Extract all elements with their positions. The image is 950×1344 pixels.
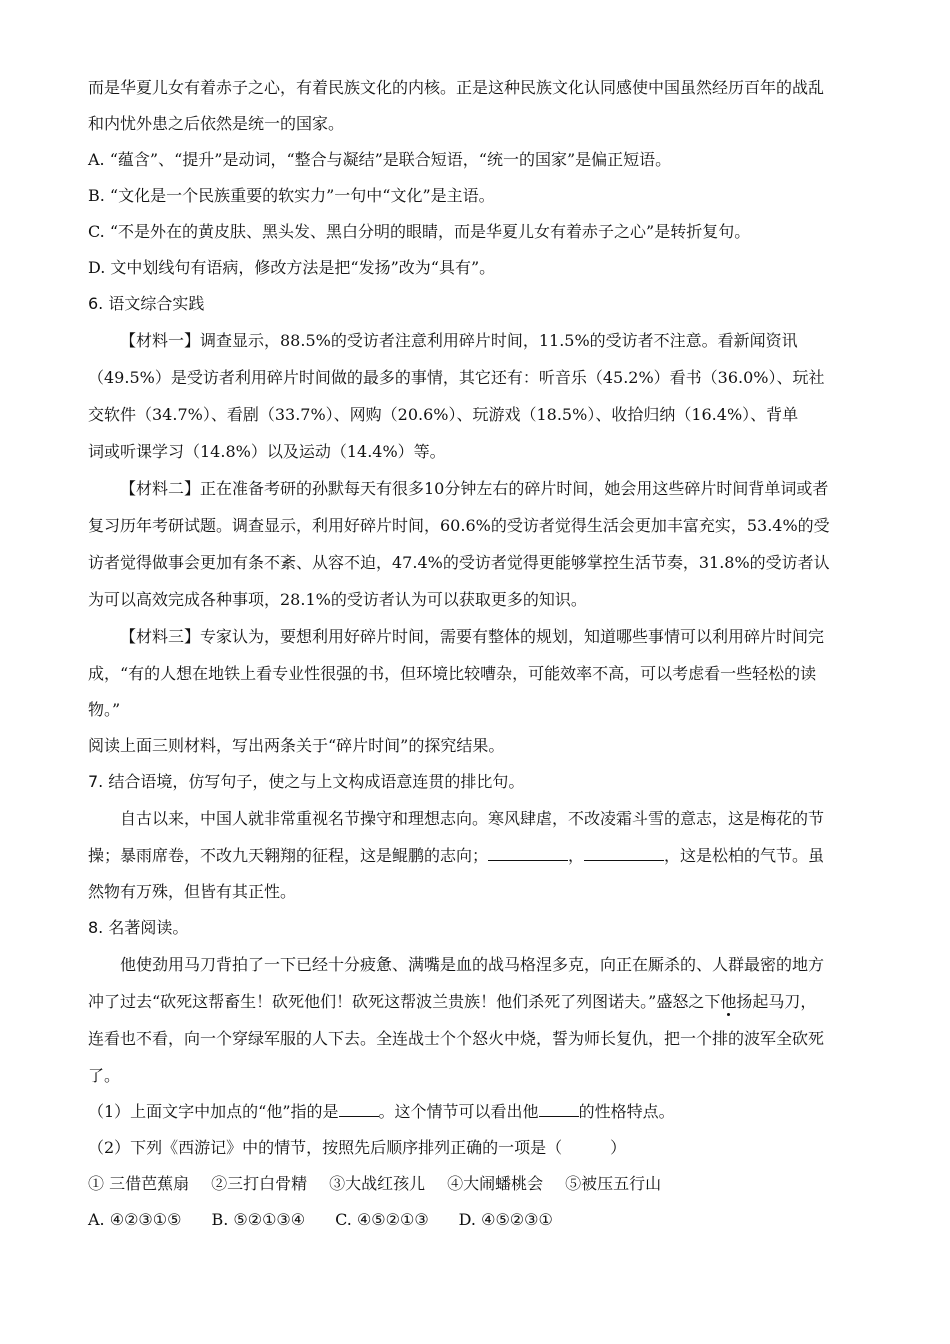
- material-1-line: 词或听课学习（14.8%）以及运动（14.4%）等。: [88, 442, 446, 461]
- material-3-line: 【材料三】专家认为，要想利用好碎片时间，需要有整体的规划，知道哪些事情可以利用碎片时间完: [120, 627, 825, 646]
- q8-sub-question-1: [88, 1094, 868, 1130]
- passage-line-2: 和内忧外患之后依然是统一的国家。: [88, 114, 345, 133]
- material-2-line: 访者觉得做事会更加有条不紊、从容不迫，47.4%的受访者觉得更能够掌控生活节奏，31.8%的受访者认: [88, 553, 830, 572]
- q7-line-3: 然物有万殊，但皆有其正性。: [88, 882, 297, 901]
- choice-a[interactable]: A. ④②③①⑤: [88, 1210, 182, 1229]
- answer-blank-1[interactable]: [488, 842, 568, 861]
- question-6-prompt: 阅读上面三则材料，写出两条关于“碎片时间”的探究结果。: [88, 736, 505, 755]
- option-d: D. 文中划线句有语病，修改方法是把“发扬”改为“具有”。: [88, 258, 496, 277]
- answer-blank-4[interactable]: [539, 1098, 579, 1117]
- passage-line-1: 而是华夏儿女有着赤子之心，有着民族文化的内核。正是这种民族文化认同感使中国虽然经历百年的战乱: [88, 78, 825, 97]
- q7-line-2: [88, 837, 868, 874]
- exam-page: [88, 70, 868, 1238]
- answer-blank-3[interactable]: [339, 1098, 379, 1117]
- material-1-line: 交软件（34.7%）、看剧（33.7%）、网购（20.6%）、玩游戏（18.5%）、收拾归纳（16.4%）、背单: [88, 405, 799, 424]
- sub1-text-b: 。这个情节可以看出他: [378, 1102, 539, 1121]
- choice-d[interactable]: D. ④⑤②③①: [458, 1210, 553, 1229]
- q8-passage-text-end: 扬起马刀，: [736, 992, 817, 1011]
- material-2-line: 为可以高效完成各种事项，28.1%的受访者认为可以获取更多的知识。: [88, 590, 587, 609]
- plot-items: [88, 1166, 868, 1202]
- q8-sub-question-2: （2）下列《西游记》中的情节，按照先后顺序排列正确的一项是（ ）: [88, 1138, 627, 1157]
- plot-item: ① 三借芭蕉扇: [88, 1174, 190, 1193]
- option-a: A. “蕴含”、“提升”是动词，“整合与凝结”是联合短语，“统一的国家”是偏正短语。: [88, 150, 672, 169]
- material-2-line: 【材料二】正在准备考研的孙默每天有很多10分钟左右的碎片时间，她会用这些碎片时间背单词或者: [120, 479, 829, 498]
- dotted-word-he: 他: [720, 992, 737, 1011]
- q7-line-2-comma: ，: [568, 846, 585, 865]
- answer-blank-2[interactable]: [584, 842, 664, 861]
- choice-c[interactable]: C. ④⑤②①③: [335, 1210, 429, 1229]
- question-8-title: 8. 名著阅读。: [88, 918, 189, 937]
- sub1-text-c: 的性格特点。: [578, 1102, 675, 1121]
- plot-item: ③大战红孩儿: [329, 1174, 426, 1193]
- question-7-title: 7. 结合语境，仿写句子，使之与上文构成语意连贯的排比句。: [88, 772, 525, 791]
- plot-item: ⑤被压五行山: [565, 1174, 662, 1193]
- material-1-line: 【材料一】调查显示，88.5%的受访者注意利用碎片时间，11.5%的受访者不注意。看新闻资讯: [120, 331, 798, 350]
- q8-passage-line-4: 了。: [88, 1066, 121, 1085]
- material-2-line: 复习历年考研试题。调查显示，利用好碎片时间，60.6%的受访者觉得生活会更加丰富充实，53.4%的受: [88, 516, 830, 535]
- plot-item: ④大闹蟠桃会: [447, 1174, 544, 1193]
- question-6-title: 6. 语文综合实践: [88, 294, 205, 313]
- material-3-line: 成，“有的人想在地铁上看专业性很强的书，但环境比较嘈杂，可能效率不高，可以考虑看一些轻松的读: [88, 664, 817, 683]
- choice-b[interactable]: B. ⑤②①③④: [211, 1210, 306, 1229]
- plot-item: ②三打白骨精: [211, 1174, 308, 1193]
- material-3-line: 物。”: [88, 700, 121, 719]
- sub1-text-a: （1）上面文字中加点的“他”指的是: [88, 1102, 339, 1121]
- answer-choices: [88, 1202, 868, 1238]
- q7-line-1: 自古以来，中国人就非常重视名节操守和理想志向。寒风肆虐，不改凌霜斗雪的意志，这是梅花的节: [120, 809, 825, 828]
- q8-passage-line-3: 连看也不看，向一个穿绿军服的人下去。全连战士个个怒火中烧，誓为师长复仇，把一个排的波军全砍死: [88, 1029, 825, 1048]
- material-1-line: （49.5%）是受访者利用碎片时间做的最多的事情，其它还有：听音乐（45.2%）看书（36.0%）、玩社: [88, 368, 825, 387]
- q8-passage-line-1: 他使劲用马刀背拍了一下已经十分疲惫、满嘴是血的战马格涅多克，向正在厮杀的、人群最密的地方: [120, 955, 825, 974]
- q7-line-2-end: ，这是松柏的气节。虽: [664, 846, 825, 865]
- q8-passage-line-2: [88, 983, 868, 1020]
- option-c: C. “不是外在的黄皮肤、黑头发、黑白分明的眼睛，而是华夏儿女有着赤子之心”是转折复句。: [88, 222, 751, 241]
- option-b: B. “文化是一个民族重要的软实力”一句中“文化”是主语。: [88, 186, 495, 205]
- q7-line-2-text: 操；暴雨席卷，不改九天翱翔的征程，这是鲲鹏的志向；: [88, 846, 489, 865]
- q8-passage-text: 冲了过去“砍死这帮畜生！砍死他们！砍死这帮波兰贵族！他们杀死了列图诺夫。”盛怒之下: [88, 992, 721, 1011]
